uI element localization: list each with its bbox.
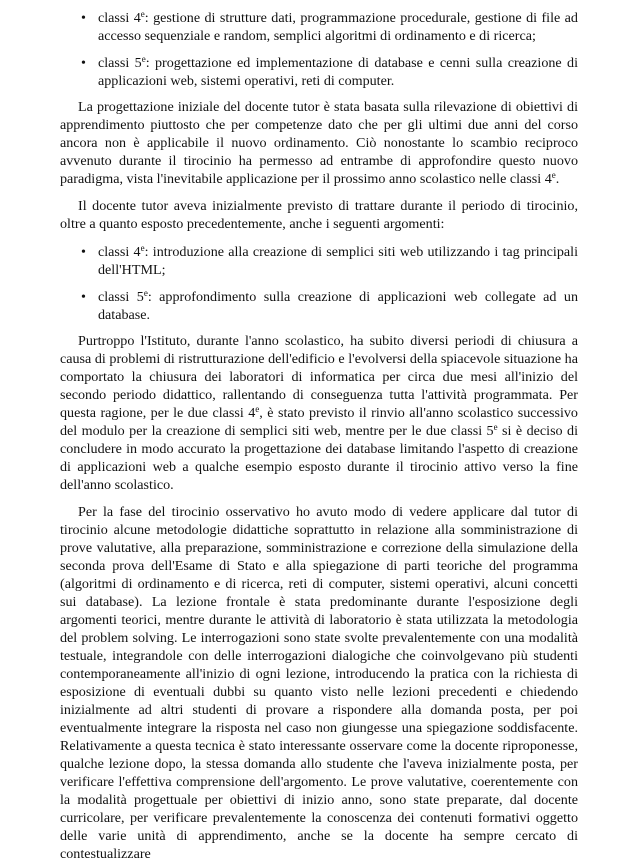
- list-item: • classi 4e: introduzione alla creazione di semplici siti web utilizzando i tag principali dell'HTML;: [81, 243, 578, 278]
- list-item: • classi 5e: progettazione ed implementazione di database e cenni sulla creazione di applicazioni web, sistemi operativi, reti di computer.: [81, 54, 578, 89]
- text-column: [60, 0, 578, 863]
- bullet-icon: •: [81, 10, 86, 26]
- paragraph: Per la fase del tirocinio osservativo ho avuto modo di vedere applicare dal tutor di tirocinio alcune metodologie didattiche soprattutto in relazione alla somministrazione di prove valutative, alla preparazione, somministrazione e correzione della simulazione della seconda prova dell'Esame di Stato e alla spiegazione di parti teoriche del programma (algoritmi di ordinamento e di ricerca, reti di computer, sistemi operativi, alcuni concetti sui database). La lezione frontale è stata predominante durante l'esposizione degli argomenti teorici, mentre durante le attività di laboratorio è stata utilizzata la metodologia del problem solving. Le interrogazioni sono state svolte prevalentemente con una modalità testuale, integrandole con delle interrogazioni dialogiche che coinvolgevano più studenti contemporaneamente all'inizio di ogni lezione, introducendo la pratica con la richiesta di esposizione di eventuali dubbi su quanto visto nelle lezioni precedenti e chiedendo inizialmente ad altri studenti di provare a rispondere alla domanda posta, per poi eventualmente integrare la risposta nel caso non giungesse una spiegazione soddisfacente. Relativamente a questa tecnica è stato interessante osservare come la docente riproponesse, qualche lezione dopo, la stessa domanda allo studente che l'aveva inizialmente posta, per verificare l'effettiva comprensione dell'argomento. Le prove valutative, coerentemente con la modalità progettuale per obiettivi di inizio anno, sono state preparate, dal docente curricolare, per verificare prevalentemente la conoscenza dei contenuti formativi oggetto delle varie unità di apprendimento, anche se la docente ha sempre cercato di contestualizzare: [60, 504, 578, 862]
- bullet-icon: •: [81, 55, 86, 71]
- bullet-icon: •: [81, 244, 86, 260]
- bullet-list-2: [60, 243, 578, 324]
- paragraph: Il docente tutor aveva inizialmente previsto di trattare durante il periodo di tirocinio, oltre a quanto esposto precedentemente, anche i seguenti argomenti:: [60, 198, 578, 232]
- paragraph: Purtroppo l'Istituto, durante l'anno scolastico, ha subito diversi periodi di chiusura a causa di problemi di ristrutturazione dell'edificio e l'evolversi della spiacevole situazione ha comportato la chiusura dei laboratori di informatica per circa due mesi all'inizio del secondo periodo didattico, rallentando di conseguenza tutta l'attività programmata. Per questa ragione, per le due classi 4e, è stato previsto il rinvio all'anno scolastico successivo del modulo per la creazione di semplici siti web, mentre per le due classi 5e si è deciso di concludere in modo accurato la progettazione dei database limitando l'aspetto di creazione di applicazioni web a qualche esempio esposto durante il tirocinio attivo verso la fine dell'anno scolastico.: [60, 333, 579, 493]
- bullet-icon: •: [81, 289, 86, 305]
- list-item: • classi 4e: gestione di strutture dati, programmazione procedurale, gestione di file ad accesso sequenziale e random, semplici algoritmi di ordinamento e di ricerca;: [81, 9, 578, 44]
- list-item: • classi 5e: approfondimento sulla creazione di applicazioni web collegate ad un database.: [81, 288, 578, 323]
- paragraph: La progettazione iniziale del docente tutor è stata basata sulla rilevazione di obiettivi di apprendimento piuttosto che per competenze dato che per gli ultimi due anni del corso ancora non è applicabile il nuovo ordinamento. Ciò nonostante lo scambio reciproco avvenuto durante il tirocinio ha permesso ad entrambe di approfondire questo nuovo paradigma, vista l'inevitabile applicazione per il prossimo anno scolastico nelle classi 4e.: [60, 99, 578, 187]
- bullet-list-1: [60, 9, 578, 90]
